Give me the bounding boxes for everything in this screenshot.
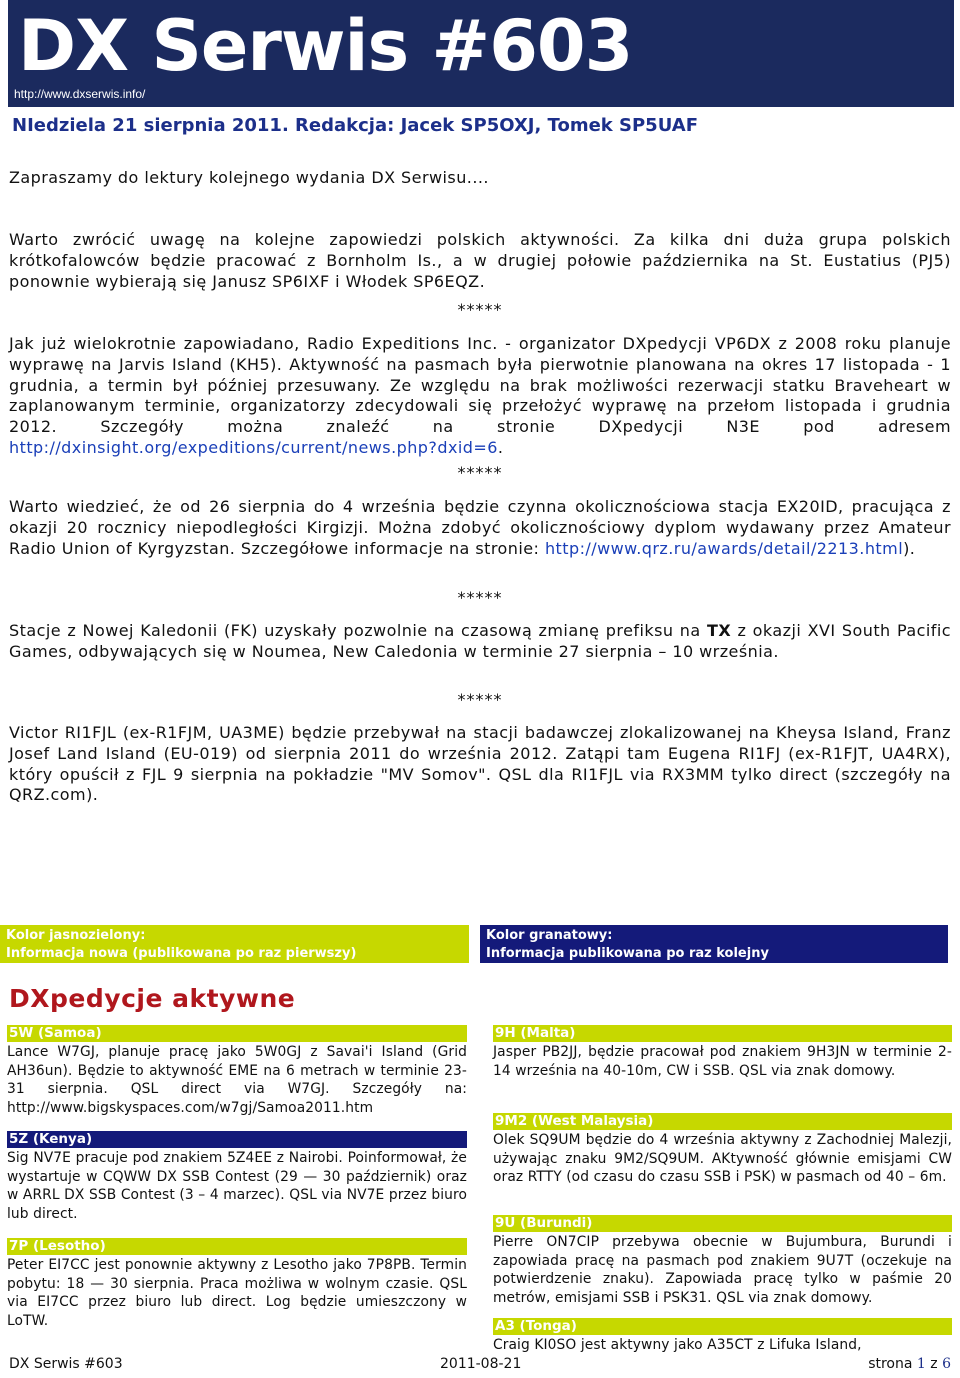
- entry-5z-header: 5Z (Kenya): [7, 1131, 467, 1148]
- news-item-3: [9, 497, 951, 559]
- separator: *****: [457, 300, 503, 319]
- legend-old: [480, 925, 948, 963]
- footer-page: [868, 1356, 951, 1372]
- entry-7p: [7, 1238, 467, 1330]
- entry-9m2-header: 9M2 (West Malaysia): [493, 1113, 952, 1130]
- legend-new-title: Kolor jasnozielony:: [6, 928, 146, 943]
- entry-9u-text: Pierre ON7CIP przebywa obecnie w Bujumbura, Burundi i zapowiada pracę na pasmach pod znakiem 9U7T (oczekuje na potwierdzenie znaku). Zapowiada pracę tylko w paśmie 20 metrów, emisjami SSB i PSK31. QSL via znak domowy.: [493, 1234, 952, 1306]
- separator: *****: [457, 690, 503, 709]
- news-item-4-bold: TX: [706, 621, 732, 640]
- entry-5w-text: Lance W7GJ, planuje pracę jako 5W0GJ z Savai'i Island (Grid AH36un). Będzie to aktywność EME na 6 metrach w terminie 23-31 sierpnia. QSL direct via W7GJ. Szczegóły na: http://www.bigskyspaces.com/w7gj/Samoa2011.htm: [7, 1044, 467, 1116]
- entry-a3: [493, 1318, 952, 1355]
- entry-9m2-text: Olek SQ9UM będzie do 4 września aktywny z Zachodniej Malezji, używając znaku 9M2/SQ9UM. AKtywność głównie emisjami CW oraz RTTY (od czasu do czasu SSB i PSK) w pasmach od 40 – 6m.: [493, 1132, 952, 1186]
- news-item-1: [9, 230, 951, 292]
- footer-page-of: z: [930, 1356, 938, 1372]
- entry-9h: [493, 1025, 952, 1080]
- news-item-4: [9, 621, 951, 663]
- entry-5z: [7, 1131, 467, 1223]
- footer-date: 2011-08-21: [440, 1356, 522, 1372]
- entry-5w: [7, 1025, 467, 1117]
- legend-new: [0, 925, 469, 963]
- news-item-2-text: Jak już wielokrotnie zapowiadano, Radio Expeditions Inc. - organizator DXpedycji VP6DX z 2008 roku planuje wyprawę na Jarvis Island (KH5). Aktywność na pasmach była pierwotnie planowana na okres 17 listopada - 1 grudnia, a termin był później przesuwany. Ze względu na brak możliwości rezerwacji statku Braveheart w zaplanowanym terminie, organizatorzy zdecydowali się przełożyć wyprawę na przełom listopada i grudnia 2012. Szczegóły można znaleźć na stronie DXpedycji N3E pod adresem: [9, 334, 951, 437]
- legend-old-title: Kolor granatowy:: [486, 928, 613, 943]
- news-item-4-before: Stacje z Nowej Kaledonii (FK) uzyskały pozwolnie na czasową zmianę prefiksu na: [9, 621, 707, 640]
- entry-9u-header: 9U (Burundi): [493, 1215, 952, 1232]
- news-item-3-after: ).: [903, 538, 916, 558]
- legend-old-desc: Informacja publikowana po raz kolejny: [486, 946, 769, 961]
- news-item-2-link[interactable]: http://dxinsight.org/expeditions/current/news.php?dxid=6: [9, 437, 498, 457]
- footer-issue: DX Serwis #603: [9, 1356, 123, 1372]
- entry-5z-text: Sig NV7E pracuje pod znakiem 5Z4EE z Nairobi. Poinformował, że wystartuje w CQWW DX SSB Contest (29 — 30 październik) oraz w ARRL DX SSB Contest (3 – 4 marzec). QSL via NV7E przez biuro lub direct.: [7, 1150, 467, 1222]
- issue-dateline: NIedziela 21 sierpnia 2011. Redakcja: Jacek SP5OXJ, Tomek SP5UAF: [12, 115, 698, 136]
- separator: *****: [457, 463, 503, 482]
- news-item-5: [9, 723, 951, 806]
- news-item-3-link[interactable]: http://www.qrz.ru/awards/detail/2213.html: [544, 538, 904, 558]
- legend-new-desc: Informacja nowa (publikowana po raz pierwszy): [6, 946, 357, 961]
- page-footer: [0, 1356, 960, 1378]
- footer-page-number: 1: [916, 1356, 926, 1372]
- intro-paragraph: Zapraszamy do lektury kolejnego wydania DX Serwisu....: [9, 168, 489, 187]
- entry-9h-text: Jasper PB2JJ, będzie pracował pod znakiem 9H3JN w terminie 2-14 września na 40-10m, CW i SSB. QSL via znak domowy.: [493, 1044, 952, 1079]
- entry-9m2: [493, 1113, 952, 1187]
- news-item-2: [9, 334, 951, 459]
- entry-5w-header: 5W (Samoa): [7, 1025, 467, 1042]
- separator: *****: [457, 588, 503, 607]
- entry-7p-text: Peter EI7CC jest ponownie aktywny z Lesotho jako 7P8PB. Termin pobytu: 18 — 30 sierpnia. Praca możliwa w wolnym czasie. QSL via EI7CC przez biuro lub direct. Log będzie umieszczony w LoTW.: [7, 1257, 467, 1329]
- news-item-3-text: Warto wiedzieć, że od 26 sierpnia do 4 września będzie czynna okolicznościowa stacja EX20ID, pracująca z okazji 20 rocznicy niepodległości Kirgizji. Można zdobyć okolicznościowy dyplom wydawany przez Amateur Radio Union of Kyrgyzstan. Szczegółowe informacje na stronie:: [9, 497, 951, 558]
- entry-a3-text: Craig KI0SO jest aktywny jako A35CT z Lifuka Island,: [493, 1337, 862, 1353]
- masthead-url[interactable]: http://www.dxserwis.info/: [14, 87, 146, 101]
- entry-a3-header: A3 (Tonga): [493, 1318, 952, 1335]
- entry-9u: [493, 1215, 952, 1307]
- entry-9h-header: 9H (Malta): [493, 1025, 952, 1042]
- entry-7p-header: 7P (Lesotho): [7, 1238, 467, 1255]
- masthead: [8, 0, 954, 107]
- footer-page-total: 6: [942, 1356, 951, 1372]
- news-item-4-after: z okazji XVI South Pacific Games, odbywających się w Noumea, New Caledonia w terminie 27 sierpnia – 10 września.: [9, 621, 951, 661]
- masthead-title: DX Serwis #603: [18, 5, 633, 87]
- news-item-1-text: Warto zwrócić uwagę na kolejne zapowiedzi polskich aktywności. Za kilka dni duża grupa polskich krótkofalowców będzie pracować z Bornholm Is., a w drugiej połowie października na St. Eustatius (PJ5) ponownie wybierają się Janusz SP6IXF i Włodek SP6EQZ.: [9, 230, 951, 291]
- news-item-5-text: Victor RI1FJL (ex-R1FJM, UA3ME) będzie przebywał na stacji badawczej zlokalizowanej na Kheysa Island, Franz Josef Land Island (EU-019) od sierpnia 2011 do września 2012. Zatąpi tam Eugena RI1FJ (ex-R1FJT, UA4RX), który opuścił z FJL 9 sierpnia na pokładzie "MV Somov". QSL dla RI1FJL via RX3MM tylko direct (szczegóły na QRZ.com).: [9, 723, 951, 805]
- news-item-2-after: .: [497, 437, 504, 457]
- footer-page-word: strona: [868, 1356, 913, 1372]
- section-title: DXpedycje aktywne: [9, 984, 296, 1013]
